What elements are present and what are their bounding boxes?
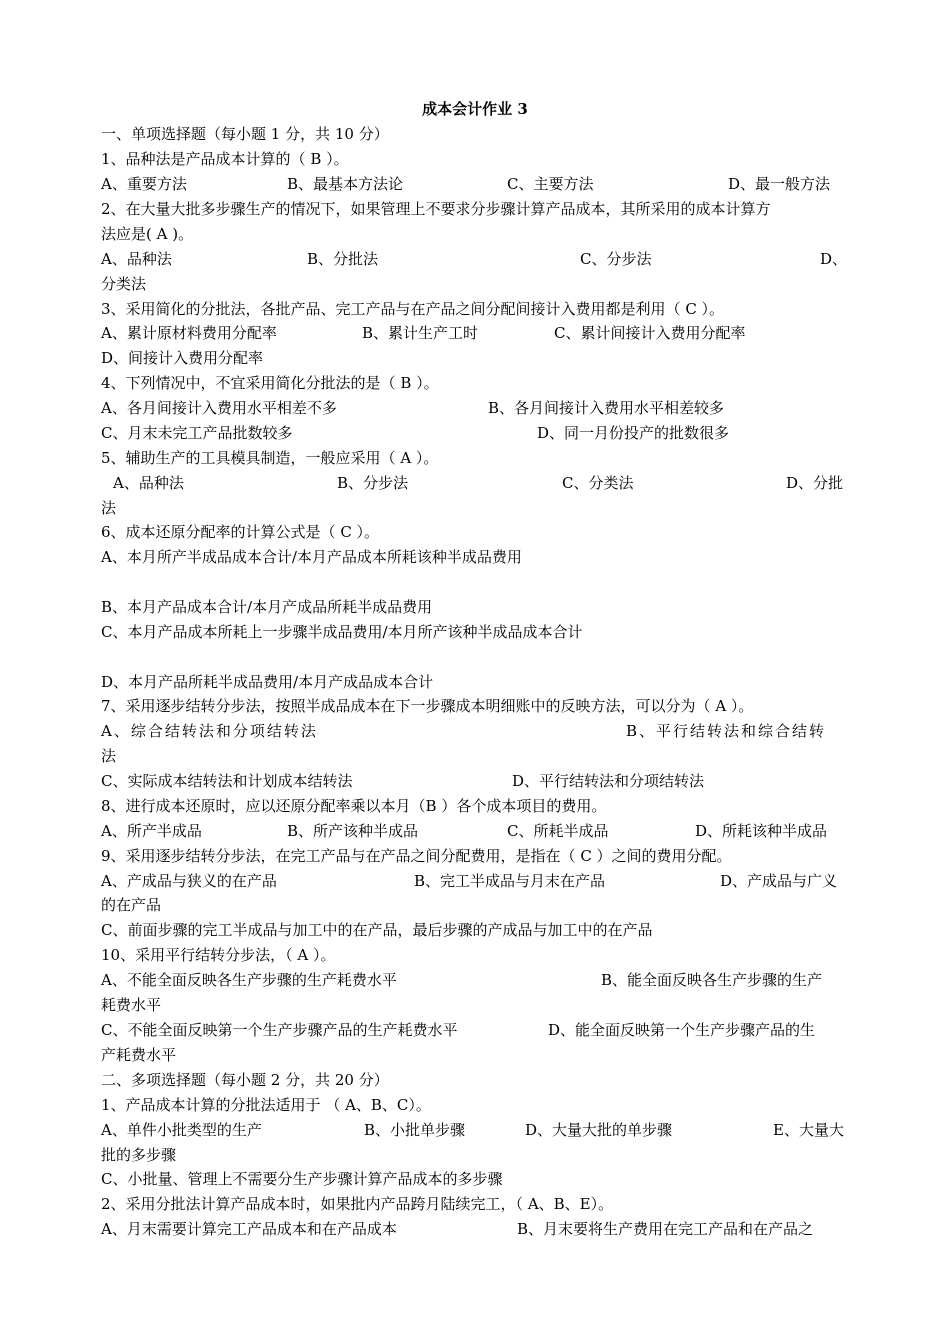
option-d: D、间接计入费用分配率 xyxy=(101,349,264,367)
option-c: C、主要方法 xyxy=(507,175,594,193)
option-a: A、产成品与狭义的在产品 xyxy=(101,872,277,890)
option-b: B、能全面反映各生产步骤的生产 xyxy=(601,971,823,989)
option-e-continued: 批的多步骤 xyxy=(101,1146,177,1164)
question-9: 9、采用逐步结转分步法，在完工产品与在产品之间分配费用，是指在（ C ）之间的费用分配。 xyxy=(101,847,732,865)
option-c: C、实际成本结转法和计划成本结转法 xyxy=(101,772,353,790)
option-c: C、所耗半成品 xyxy=(507,822,609,840)
option-c: C、分步法 xyxy=(580,250,652,268)
option-c: C、月末未完工产品批数较多 xyxy=(101,424,293,442)
option-d: D、分批 xyxy=(786,474,844,492)
option-b: B、分批法 xyxy=(307,250,379,268)
option-b: B、分步法 xyxy=(337,474,409,492)
section-heading-multiple-choice: 二、多项选择题（每小题 2 分，共 20 分） xyxy=(101,1071,389,1089)
option-d: D、平行结转法和分项结转法 xyxy=(512,772,705,790)
option-c: C、小批量、管理上不需要分生产步骤计算产品成本的多步骤 xyxy=(101,1170,503,1188)
question-2-line-2: 法应是( A )。 xyxy=(101,225,194,243)
question-8: 8、进行成本还原时，应以还原分配率乘以本月（B ）各个成本项目的费用。 xyxy=(101,797,607,815)
question-7: 7、采用逐步结转分步法，按照半成品成本在下一步骤成本明细账中的反映方法，可以分为（ A ）。 xyxy=(101,697,754,715)
option-b-continued: 法 xyxy=(101,747,117,765)
option-a: A、月末需要计算完工产品成本和在产品成本 xyxy=(101,1220,397,1238)
option-b: B、小批单步骤 xyxy=(364,1121,466,1139)
option-b: B、平行结转法和综合结转 xyxy=(626,722,827,740)
question-5: 5、辅助生产的工具模具制造，一般应采用（ A ）。 xyxy=(101,449,439,467)
option-b: B、月末要将生产费用在完工产品和在产品之 xyxy=(517,1220,814,1238)
option-a: A、品种法 xyxy=(101,250,172,268)
option-a: A、综合结转法和分项结转法 xyxy=(101,722,318,740)
option-b: B、最基本方法论 xyxy=(287,175,404,193)
option-d: D、大量大批的单步骤 xyxy=(525,1121,673,1139)
section-heading-single-choice: 一、单项选择题（每小题 1 分，共 10 分） xyxy=(101,125,389,143)
multi-question-1: 1、产品成本计算的分批法适用于 （ A、B、C）。 xyxy=(101,1096,431,1114)
option-d: D、最一般方法 xyxy=(728,175,831,193)
option-b: B、本月产品成本合计/本月产成品所耗半成品费用 xyxy=(101,598,433,616)
option-d: D、同一月份投产的批数很多 xyxy=(537,424,730,442)
option-c: C、分类法 xyxy=(562,474,634,492)
option-a: A、累计原材料费用分配率 xyxy=(101,324,277,342)
option-a: A、所产半成品 xyxy=(101,822,202,840)
question-2-line-1: 2、在大量大批多步骤生产的情况下，如果管理上不要求分步骤计算产品成本，其所采用的成本计算方 xyxy=(101,200,771,218)
option-d: D、所耗该种半成品 xyxy=(695,822,828,840)
option-b: B、完工半成品与月末在产品 xyxy=(414,872,606,890)
option-a: A、重要方法 xyxy=(101,175,187,193)
option-c: C、累计间接计入费用分配率 xyxy=(554,324,746,342)
option-a: A、本月所产半成品成本合计/本月产品成本所耗该种半成品费用 xyxy=(101,548,522,566)
option-d: D、产成品与广义 xyxy=(720,872,838,890)
option-a: A、不能全面反映各生产步骤的生产耗费水平 xyxy=(101,971,397,989)
option-d-continued: 法 xyxy=(101,499,117,517)
option-d-continued: 产耗费水平 xyxy=(101,1046,177,1064)
option-d-continued: 分类法 xyxy=(101,275,147,293)
option-b-continued: 耗费水平 xyxy=(101,996,162,1014)
option-e: E、大量大 xyxy=(773,1121,844,1139)
question-1: 1、品种法是产品成本计算的（ B ）。 xyxy=(101,150,349,168)
option-c: C、本月产品成本所耗上一步骤半成品费用/本月所产该种半成品成本合计 xyxy=(101,623,583,641)
question-3: 3、采用简化的分批法，各批产品、完工产品与在产品之间分配间接计入费用都是利用（ C ）。 xyxy=(101,300,725,318)
question-4: 4、下列情况中，不宜采用简化分批法的是（ B ）。 xyxy=(101,374,439,392)
option-d-continued: 的在产品 xyxy=(101,896,162,914)
option-b: B、各月间接计入费用水平相差较多 xyxy=(488,399,725,417)
option-d-prefix: D、 xyxy=(820,250,848,268)
option-c: C、前面步骤的完工半成品与加工中的在产品，最后步骤的产成品与加工中的在产品 xyxy=(101,921,653,939)
option-d: D、能全面反映第一个生产步骤产品的生 xyxy=(548,1021,816,1039)
option-a: A、单件小批类型的生产 xyxy=(101,1121,262,1139)
option-a: A、各月间接计入费用水平相差不多 xyxy=(101,399,337,417)
option-a: A、品种法 xyxy=(113,474,184,492)
question-6: 6、成本还原分配率的计算公式是（ C ）。 xyxy=(101,523,380,541)
multi-question-2: 2、采用分批法计算产品成本时，如果批内产品跨月陆续完工，（ A、B、E）。 xyxy=(101,1195,614,1213)
option-c: C、不能全面反映第一个生产步骤产品的生产耗费水平 xyxy=(101,1021,458,1039)
option-b: B、所产该种半成品 xyxy=(287,822,419,840)
option-d: D、本月产品所耗半成品费用/本月产成品成本合计 xyxy=(101,673,434,691)
option-b: B、累计生产工时 xyxy=(362,324,479,342)
document-title: 成本会计作业 3 xyxy=(422,100,528,118)
question-10: 10、采用平行结转分步法，（ A ）。 xyxy=(101,946,336,964)
